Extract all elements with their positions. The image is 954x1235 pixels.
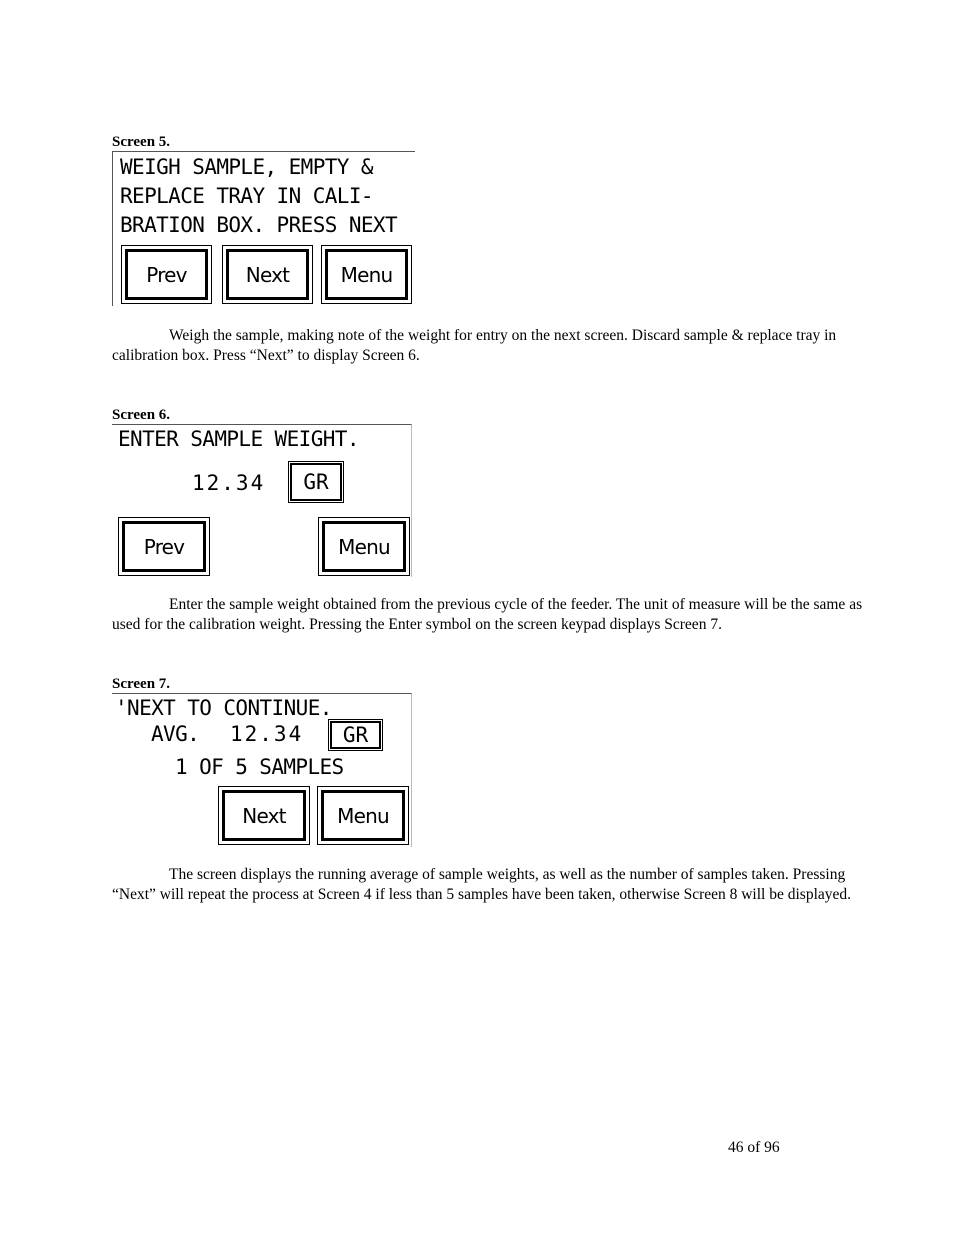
screen5-next-label: Next	[226, 249, 309, 300]
screen5-lcd-line-2: REPLACE TRAY IN CALI-	[120, 184, 373, 208]
screen7-next-label: Next	[222, 790, 306, 841]
screen6-menu-button[interactable]	[318, 517, 410, 576]
screen6-unit-button[interactable]: GR	[290, 463, 342, 501]
screen7-avg-label: AVG.	[151, 722, 200, 746]
page-number: 46 of 96	[728, 1139, 780, 1156]
screen7-title: Screen 7.	[112, 676, 171, 692]
screen7-unit-button[interactable]: GR	[330, 721, 381, 749]
screen5-prev-button[interactable]	[121, 245, 212, 304]
screen6-prev-label: Prev	[122, 521, 206, 572]
screen5-title: Screen 5.	[112, 134, 171, 150]
screen7-next-button[interactable]	[218, 786, 310, 845]
screen5-lcd-line-3: BRATION BOX. PRESS NEXT	[120, 213, 397, 237]
screen6-title: Screen 6.	[112, 407, 171, 423]
screen7-lcd-display	[112, 693, 412, 847]
screen5-menu-label: Menu	[325, 249, 408, 300]
screen7-description: The screen displays the running average of sample weights, as well as the number of samples taken. Pressing “Next” will repeat the process at Screen 4 if less than 5 samples have been taken, otherwise Screen 8 will be displayed.	[112, 866, 852, 903]
screen7-avg-value: 12.34	[230, 722, 304, 746]
screen7-lcd-line-1: 'NEXT TO CONTINUE.	[115, 696, 332, 720]
screen7-menu-label: Menu	[321, 790, 405, 841]
screen5-menu-button[interactable]	[321, 245, 412, 304]
screen5-lcd-line-1: WEIGH SAMPLE, EMPTY &	[120, 155, 373, 179]
screen5-description: Weigh the sample, making note of the weight for entry on the next screen. Discard sample & replace tray in calibration box. Press “Next” to display Screen 6.	[112, 327, 837, 364]
screen6-weight-value: 12.34	[192, 471, 266, 495]
screen6-lcd-line-1: ENTER SAMPLE WEIGHT.	[118, 427, 359, 451]
screen6-lcd-display	[112, 424, 412, 577]
screen5-prev-label: Prev	[125, 249, 208, 300]
screen6-description: Enter the sample weight obtained from the previous cycle of the feeder. The unit of measure will be the same as used for the calibration weight. Pressing the Enter symbol on the screen keypad displays Screen 7.	[112, 596, 863, 633]
screen6-prev-button[interactable]	[118, 517, 210, 576]
screen7-menu-button[interactable]	[317, 786, 409, 845]
screen6-menu-label: Menu	[322, 521, 406, 572]
screen5-next-button[interactable]	[222, 245, 313, 304]
screen5-lcd-display	[112, 151, 415, 306]
screen7-samples-count: 1 OF 5 SAMPLES	[175, 755, 344, 779]
